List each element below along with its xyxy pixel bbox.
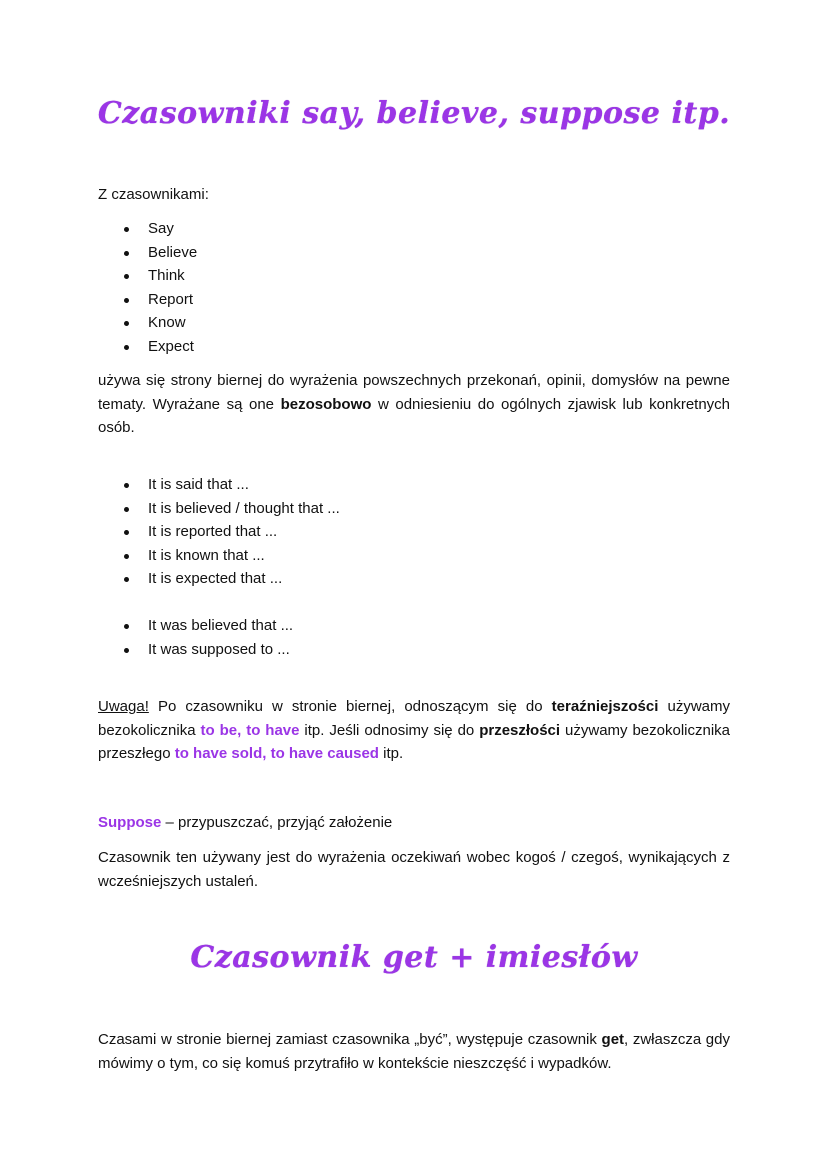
suppose-paragraph: Czasownik ten używany jest do wyrażenia oczekiwań wobec kogoś / czegoś, wynikających z wcześniejszych ustaleń.: [98, 849, 730, 890]
list-item: It was supposed to ...: [122, 638, 293, 662]
bullet-icon: [124, 577, 129, 582]
intro-text: Z czasownikami:: [98, 186, 209, 203]
list-item: It is reported that ...: [122, 520, 340, 544]
list-item: Think: [122, 264, 197, 288]
bullet-icon: [124, 321, 129, 326]
list-item: It was believed that ...: [122, 614, 293, 638]
bullet-icon: [124, 483, 129, 488]
passive-usage-paragraph: używa się strony biernej do wyrażenia powszechnych przekonań, opinii, domysłów na pewne tematy. Wyrażane są one bezosobowo w odniesieniu do ogólnych zjawisk lub konkretnych osób.: [98, 372, 731, 436]
note-paragraph: Uwaga! Po czasowniku w stronie biernej, odnoszącym się do teraźniejszości używamy bezokolicznika to be, to have itp. Jeśli odnosimy się do przeszłości używamy bezokolicznika przeszłego to have sold, to have caused itp.: [98, 698, 731, 762]
list-item: It is known that ...: [122, 544, 340, 568]
list-item: Believe: [122, 241, 197, 265]
list-item: It is believed / thought that ...: [122, 497, 340, 521]
bullet-icon: [124, 345, 129, 350]
phrases-past-list: [122, 614, 293, 661]
section-title: Czasownik get + imiesłów: [190, 940, 638, 975]
bullet-icon: [124, 648, 129, 653]
list-item: Say: [122, 217, 197, 241]
note-label: Uwaga!: [98, 698, 149, 715]
bullet-icon: [124, 624, 129, 629]
list-item: It is said that ...: [122, 473, 340, 497]
list-item: Report: [122, 288, 197, 312]
verbs-list: [122, 217, 197, 358]
get-paragraph: Czasami w stronie biernej zamiast czasownika „być”, występuje czasownik get, zwłaszcza gdy mówimy o tym, co się komuś przytrafiło w kontekście nieszczęść i wypadków.: [98, 1031, 730, 1072]
bullet-icon: [124, 274, 129, 279]
bullet-icon: [124, 227, 129, 232]
bullet-icon: [124, 554, 129, 559]
list-item: Expect: [122, 335, 197, 359]
phrases-present-list: [122, 473, 340, 591]
page-title: Czasowniki say, believe, suppose itp.: [97, 96, 731, 131]
bullet-icon: [124, 251, 129, 256]
bullet-icon: [124, 298, 129, 303]
suppose-definition: Suppose – przypuszczać, przyjąć założenie: [98, 814, 393, 831]
bullet-icon: [124, 530, 129, 535]
bullet-icon: [124, 507, 129, 512]
list-item: It is expected that ...: [122, 567, 340, 591]
list-item: Know: [122, 311, 197, 335]
